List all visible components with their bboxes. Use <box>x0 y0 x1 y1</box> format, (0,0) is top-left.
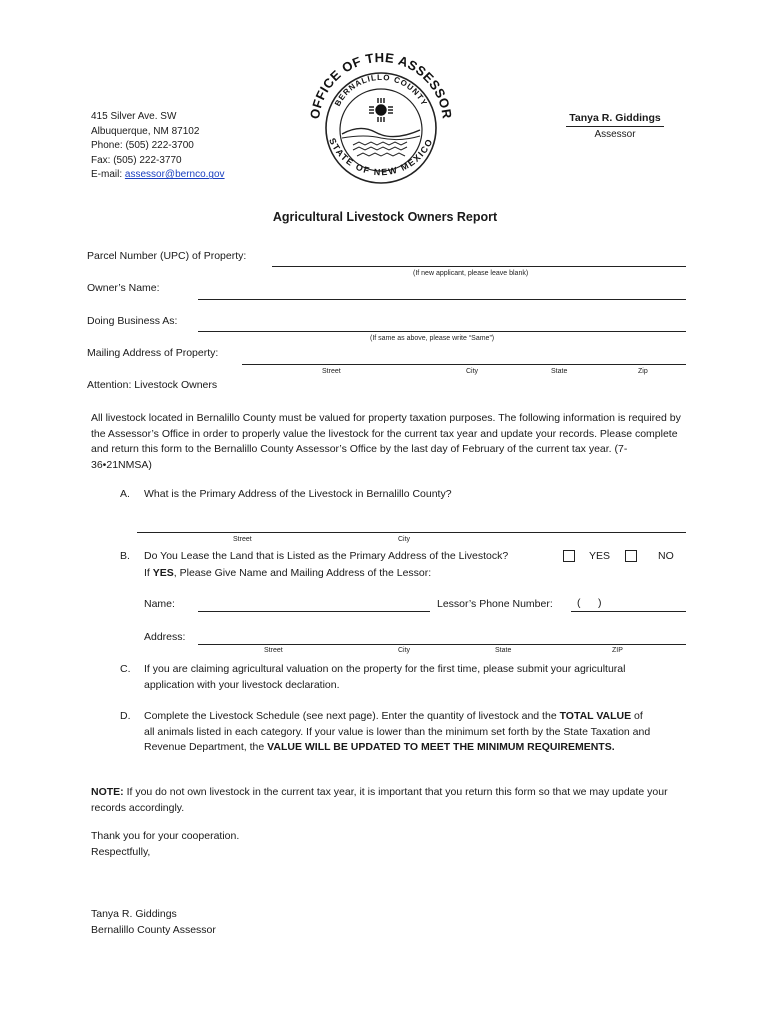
yes-label: YES <box>589 550 611 562</box>
if-yes-bold: YES <box>152 567 174 579</box>
address-line1: 415 Silver Ave. SW <box>91 111 177 122</box>
note-text: If you do not own livestock in the current tax year, it is important that you return this form so that we may update your records accordingly. <box>91 786 668 814</box>
attention-line: Attention: Livestock Owners <box>87 379 218 391</box>
office-email-row <box>91 168 225 183</box>
intro-paragraph: All livestock located in Bernalillo County must be valued for property taxation purposes. The following information is required by the Assessor’s Office in order to properly value the livestock for the current tax year and update your records. Please complete and return this form to the Bernalillo County Assessor’s Office by the last day of February of the current tax year. (7-36•21NMSA) <box>91 412 681 471</box>
lessor-name-label: Name: <box>144 598 175 610</box>
livestock-address-field[interactable] <box>137 532 686 533</box>
email-link[interactable]: assessor@bernco.gov <box>124 169 225 181</box>
mailing-hint-zip: Zip <box>638 368 648 375</box>
office-fax: Fax: (505) 222-3770 <box>91 154 182 166</box>
owner-name-field[interactable] <box>198 299 686 300</box>
dba-label: Doing Business As: <box>87 315 178 327</box>
section-c-text: If you are claiming agricultural valuation on the property for the first time, please submit your agricultural application with your livestock declaration. <box>144 663 626 691</box>
email-label: E-mail: <box>91 169 125 181</box>
lessor-phone-label: Lessor’s Phone Number: <box>437 598 553 610</box>
section-b-letter: B. <box>120 550 130 562</box>
seal-bottom-text: STATE OF NEW MEXICO <box>327 136 435 178</box>
b-hint-zip: ZIP <box>612 647 623 654</box>
b-hint-state: State <box>495 647 512 654</box>
assessor-block <box>566 111 664 142</box>
d-bold-total-value: TOTAL VALUE <box>559 710 632 722</box>
parcel-hint: (If new applicant, please leave blank) <box>413 270 529 277</box>
d-text-1: Complete the Livestock Schedule (see next page). Enter the quantity of livestock and the <box>144 710 560 722</box>
no-checkbox[interactable] <box>625 550 637 562</box>
section-b-question: Do You Lease the Land that is Listed as the Primary Address of the Livestock? <box>144 550 509 562</box>
section-a-letter: A. <box>120 488 130 500</box>
a-hint-street: Street <box>233 536 252 543</box>
section-d-letter: D. <box>120 710 131 722</box>
office-phone: Phone: (505) 222-3700 <box>91 140 194 152</box>
b-hint-city: City <box>398 647 411 654</box>
seal-top-text: OFFICE OF THE ASSESSOR <box>307 50 455 120</box>
if-text: If <box>144 567 153 579</box>
zia-sun-icon <box>369 98 393 122</box>
note-paragraph <box>91 785 686 816</box>
assessor-title: Assessor <box>594 129 636 140</box>
signer-title: Bernalillo County Assessor <box>91 924 216 936</box>
closing-respectfully: Respectfully, <box>91 846 151 858</box>
lessor-phone-parens: ( ) <box>577 597 602 609</box>
county-seal <box>305 50 455 190</box>
mailing-hint-city: City <box>466 368 479 375</box>
mailing-hint-state: State <box>551 368 568 375</box>
d-text-2: of all animals listed in each category. If your value is lower than the minimum set forth by the State Taxation and Revenue Department, the <box>144 710 651 754</box>
seal-inner-text: BERNALILLO COUNTY <box>332 72 430 108</box>
a-hint-city: City <box>398 536 411 543</box>
no-label: NO <box>658 550 674 562</box>
parcel-label: Parcel Number (UPC) of Property: <box>87 250 247 262</box>
lessor-instruction-rest: , Please Give Name and Mailing Address of the Lessor: <box>173 567 432 579</box>
mailing-hint-street: Street <box>322 368 341 375</box>
form-title: Agricultural Livestock Owners Report <box>272 210 498 224</box>
address-line2: Albuquerque, NM 87102 <box>91 125 200 137</box>
lessor-name-field[interactable] <box>198 611 430 612</box>
mailing-address-field[interactable] <box>242 364 686 365</box>
yes-checkbox[interactable] <box>563 550 575 562</box>
dba-field[interactable] <box>198 331 686 332</box>
parcel-number-field[interactable] <box>272 266 686 267</box>
dba-hint: (If same as above, please write “Same”) <box>370 335 495 342</box>
lessor-address-field[interactable] <box>198 644 686 645</box>
lessor-phone-field[interactable] <box>571 611 686 612</box>
mailing-label: Mailing Address of Property: <box>87 347 219 359</box>
section-c-letter: C. <box>120 663 131 675</box>
b-hint-street: Street <box>264 647 283 654</box>
lessor-address-label: Address: <box>144 631 186 643</box>
signer-name: Tanya R. Giddings <box>91 908 177 920</box>
office-address <box>91 110 225 183</box>
closing-thanks: Thank you for your cooperation. <box>91 830 240 842</box>
lessor-instruction <box>144 566 431 581</box>
section-a-question: What is the Primary Address of the Livestock in Bernalillo County? <box>144 488 452 500</box>
owner-label: Owner’s Name: <box>87 282 160 294</box>
assessor-name: Tanya R. Giddings <box>566 111 664 127</box>
section-d-text <box>144 709 654 756</box>
note-label: NOTE: <box>91 786 124 798</box>
d-bold-minimum: VALUE WILL BE UPDATED TO MEET THE MINIMUM REQUIREMENTS. <box>267 741 615 754</box>
